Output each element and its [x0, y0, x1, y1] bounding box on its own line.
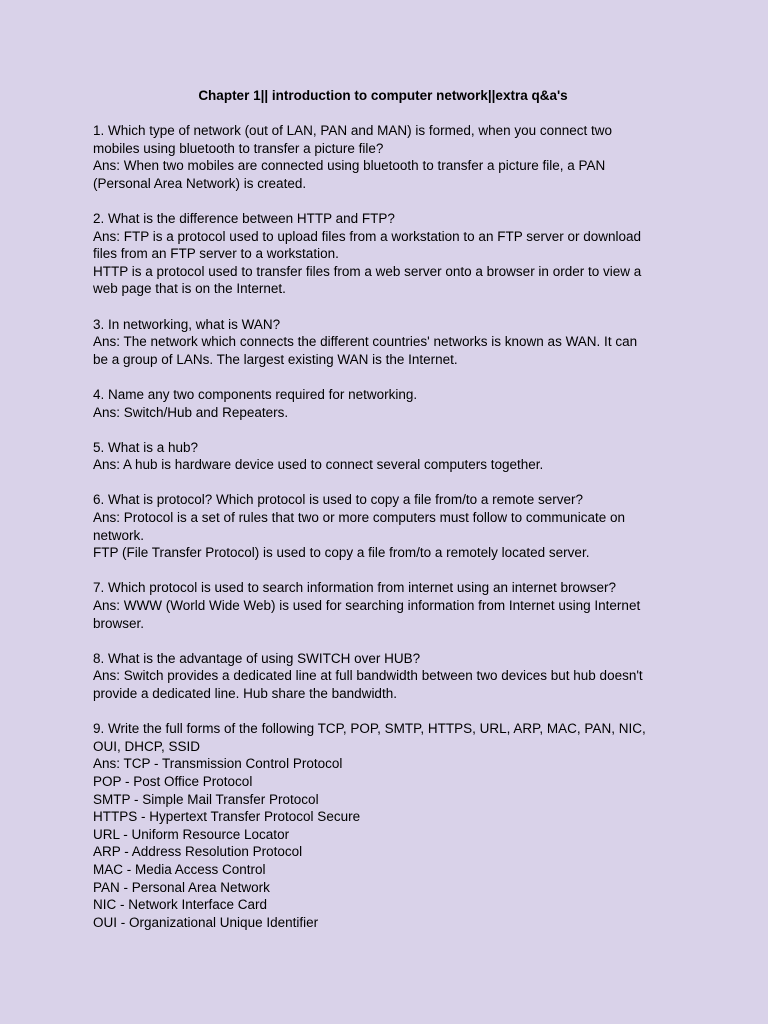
question-line: 9. Write the full forms of the following TCP, POP, SMTP, HTTPS, URL, ARP, MAC, PAN, NIC, — [93, 721, 646, 737]
qa-item-3 — [93, 316, 683, 369]
answer-line: files from an FTP server to a workstation. — [93, 246, 339, 262]
answer-line: Ans: A hub is hardware device used to connect several computers together. — [93, 457, 544, 473]
question-line: OUI, DHCP, SSID — [93, 738, 201, 754]
qa-item-4 — [93, 386, 683, 421]
answer-line: Ans: The network which connects the different countries' networks is known as WAN. It can — [93, 334, 638, 350]
page-title: Chapter 1|| introduction to computer network||extra q&a's — [198, 88, 568, 103]
qa-item-9 — [93, 720, 683, 931]
question-line: 3. In networking, what is WAN? — [93, 316, 281, 332]
qa-item-2 — [93, 210, 683, 298]
answer-line: be a group of LANs. The largest existing WAN is the Internet. — [93, 351, 458, 367]
question-line: 6. What is protocol? Which protocol is used to copy a file from/to a remote server? — [93, 492, 583, 508]
qa-item-6 — [93, 491, 683, 561]
answer-line: PAN - Personal Area Network — [93, 879, 270, 895]
qa-content — [93, 122, 683, 949]
question-line: mobiles using bluetooth to transfer a picture file? — [93, 140, 384, 156]
qa-item-1 — [93, 122, 683, 192]
question-line: 7. Which protocol is used to search information from internet using an internet browser? — [93, 580, 617, 596]
answer-line: Ans: FTP is a protocol used to upload files from a workstation to an FTP server or download — [93, 228, 642, 244]
answer-line: OUI - Organizational Unique Identifier — [93, 914, 319, 930]
answer-line: network. — [93, 527, 145, 543]
question-line: 4. Name any two components required for networking. — [93, 386, 418, 402]
answer-line: POP - Post Office Protocol — [93, 773, 253, 789]
answer-line: HTTPS - Hypertext Transfer Protocol Secure — [93, 809, 361, 825]
answer-line: Ans: Switch/Hub and Repeaters. — [93, 404, 289, 420]
question-line: 1. Which type of network (out of LAN, PAN and MAN) is formed, when you connect two — [93, 123, 612, 138]
answer-line: provide a dedicated line. Hub share the bandwidth. — [93, 686, 397, 701]
answer-line: Ans: WWW (World Wide Web) is used for searching information from Internet using Internet — [93, 598, 641, 614]
qa-item-7 — [93, 579, 683, 632]
answer-line: (Personal Area Network) is created. — [93, 175, 307, 191]
answer-line: NIC - Network Interface Card — [93, 897, 268, 913]
answer-line: FTP (File Transfer Protocol) is used to copy a file from/to a remotely located server. — [93, 545, 590, 561]
question-line: 2. What is the difference between HTTP and FTP? — [93, 210, 395, 226]
qa-item-8 — [93, 650, 683, 703]
answer-line: Ans: TCP - Transmission Control Protocol — [93, 756, 343, 772]
answer-line: Ans: When two mobiles are connected using bluetooth to transfer a picture file, a PAN — [93, 158, 606, 174]
answer-line: URL - Uniform Resource Locator — [93, 826, 290, 842]
question-line: 5. What is a hub? — [93, 439, 199, 455]
question-line: 8. What is the advantage of using SWITCH over HUB? — [93, 650, 421, 666]
answer-line: HTTP is a protocol used to transfer files from a web server onto a browser in order to view a — [93, 263, 642, 279]
answer-line: web page that is on the Internet. — [93, 281, 286, 297]
answer-line: MAC - Media Access Control — [93, 861, 266, 877]
answer-line: browser. — [93, 615, 145, 631]
answer-line: Ans: Switch provides a dedicated line at full bandwidth between two devices but hub doesn't — [93, 668, 643, 684]
answer-line: ARP - Address Resolution Protocol — [93, 844, 303, 860]
answer-line: Ans: Protocol is a set of rules that two or more computers must follow to communicate on — [93, 510, 625, 526]
qa-item-5 — [93, 439, 683, 474]
answer-line: SMTP - Simple Mail Transfer Protocol — [93, 791, 319, 807]
